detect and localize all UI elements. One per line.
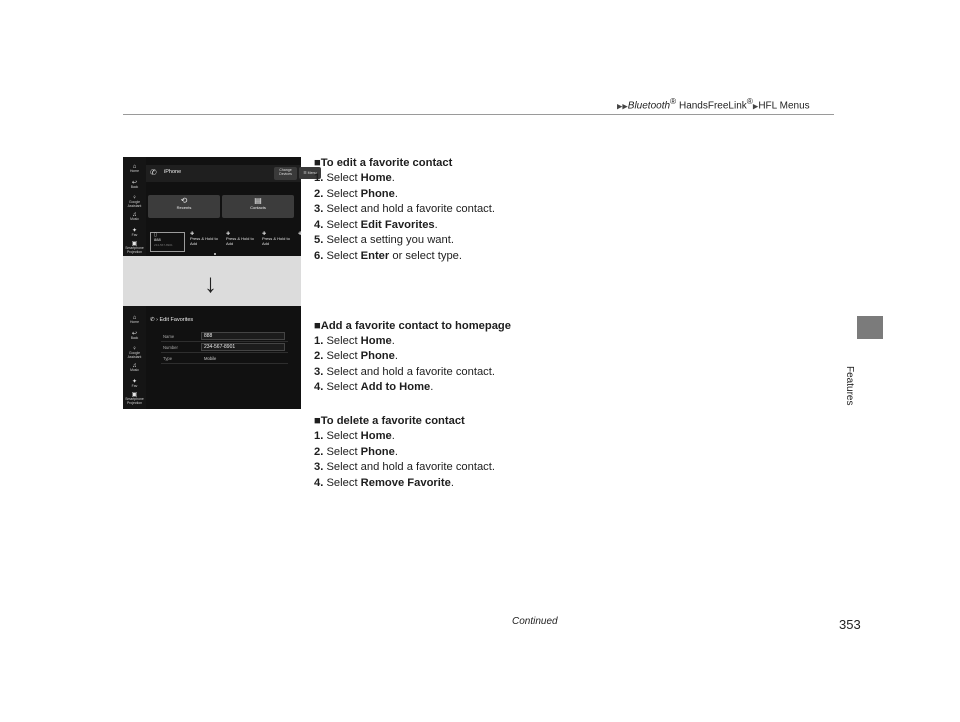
recents-tile bbox=[148, 195, 220, 218]
bullet-square-icon: ■ bbox=[314, 319, 321, 332]
contacts-label: Contacts bbox=[250, 205, 266, 210]
favorite-slot-partial bbox=[295, 232, 307, 252]
breadcrumb-bluetooth: Bluetooth bbox=[627, 100, 671, 112]
rail-music-label: Music bbox=[130, 217, 139, 221]
chevron-right-icon: › bbox=[156, 317, 160, 323]
section-title bbox=[314, 318, 834, 334]
step-item bbox=[314, 334, 834, 350]
rail-projection-label: Smartphone Projection bbox=[125, 397, 144, 405]
change-devices-button: Change Devices bbox=[274, 167, 297, 180]
step-keyword: Home bbox=[360, 334, 392, 347]
rail-home-label: Home bbox=[129, 169, 140, 173]
edit-favorites-title bbox=[150, 317, 193, 323]
step-item bbox=[314, 445, 834, 461]
step-item bbox=[314, 233, 834, 249]
step-number: 2. bbox=[314, 445, 324, 458]
step-text: Select bbox=[326, 445, 361, 458]
step-text: Select and hold a favorite contact. bbox=[326, 365, 495, 378]
favorite-slot-selected bbox=[150, 232, 185, 252]
rail-back bbox=[123, 180, 146, 190]
contacts-icon: ▤ bbox=[254, 196, 262, 205]
step-text-end: . bbox=[391, 334, 395, 347]
continued-label: Continued bbox=[512, 616, 558, 627]
history-icon: ⟲ bbox=[180, 196, 188, 205]
rail-projection-label: Smartphone Projection bbox=[125, 246, 144, 254]
rail-fav bbox=[123, 379, 146, 389]
rail-home bbox=[123, 315, 146, 325]
edit-favorites-bar bbox=[146, 314, 301, 328]
step-item bbox=[314, 349, 834, 365]
rail-fav bbox=[123, 228, 146, 238]
home-icon: ⌂ bbox=[132, 164, 137, 170]
section-title-text: To edit a favorite contact bbox=[320, 157, 453, 169]
step-number: 1. bbox=[314, 429, 324, 442]
section-tab-marker bbox=[857, 316, 883, 339]
field-label: Name bbox=[163, 334, 175, 339]
field-value: Mobile bbox=[204, 356, 217, 361]
breadcrumb-handsfreelink: HandsFreeLink bbox=[676, 100, 747, 112]
step-keyword: Home bbox=[360, 429, 392, 442]
add-icon: ✚ bbox=[190, 231, 195, 237]
star-icon: ✦ bbox=[131, 379, 138, 385]
step-text: Select bbox=[326, 381, 361, 394]
step-number: 2. bbox=[314, 350, 324, 363]
menu-label: Menu bbox=[307, 171, 317, 175]
step-text: Select bbox=[326, 187, 361, 200]
step-keyword: Edit Favorites bbox=[360, 218, 435, 231]
edit-favorites-screenshot bbox=[123, 306, 301, 409]
page-indicator-dot bbox=[214, 253, 216, 255]
field-row-name bbox=[161, 332, 288, 342]
add-icon: ✚ bbox=[298, 231, 303, 237]
rail-music bbox=[123, 212, 146, 222]
page-number: 353 bbox=[839, 617, 861, 632]
breadcrumb bbox=[617, 96, 810, 111]
step-keyword: Phone bbox=[360, 445, 395, 458]
step-number: 3. bbox=[314, 365, 324, 378]
step-text-end: . bbox=[450, 476, 454, 489]
breadcrumb-hfl-menus: HFL Menus bbox=[758, 100, 810, 112]
step-number: 3. bbox=[314, 203, 324, 216]
step-text: Select a setting you want. bbox=[326, 234, 454, 247]
step-text: Select bbox=[326, 334, 361, 347]
step-item bbox=[314, 365, 834, 381]
step-keyword: Home bbox=[360, 172, 392, 184]
favorite-slot-empty bbox=[259, 232, 293, 252]
step-text-end: . bbox=[394, 350, 398, 363]
projection-icon: ▣ bbox=[131, 241, 138, 247]
step-text-end: . bbox=[394, 187, 398, 200]
step-text: Select and hold a favorite contact. bbox=[326, 203, 495, 216]
triangle-marker-icon: ▶▶ bbox=[617, 103, 628, 111]
phone-topbar bbox=[146, 165, 317, 182]
step-number: 1. bbox=[314, 172, 324, 184]
rail-back bbox=[123, 331, 146, 341]
step-number: 2. bbox=[314, 187, 324, 200]
rail-back-label: Back bbox=[130, 185, 139, 189]
step-item bbox=[314, 202, 834, 218]
step-text-end: . bbox=[430, 381, 434, 394]
section-title-text: Add a favorite contact to homepage bbox=[320, 319, 511, 332]
recents-label: Recents bbox=[176, 205, 192, 210]
section-title bbox=[314, 155, 834, 171]
section-side-label: Features bbox=[844, 366, 855, 406]
rail-projection bbox=[123, 241, 146, 254]
step-text-end: . bbox=[434, 218, 438, 231]
step-text: Select bbox=[326, 476, 361, 489]
favorite-slot-empty bbox=[223, 232, 257, 252]
rail-assistant bbox=[123, 195, 146, 208]
step-keyword: Remove Favorite bbox=[360, 476, 451, 489]
rail-projection bbox=[123, 392, 146, 405]
rail-assistant bbox=[123, 346, 146, 359]
field-row-number bbox=[161, 343, 288, 353]
step-item bbox=[314, 249, 834, 265]
nav-rail bbox=[123, 157, 146, 256]
contact-icon: ▯ bbox=[154, 232, 157, 238]
rail-home bbox=[123, 164, 146, 174]
step-item bbox=[314, 218, 834, 234]
home-icon: ⌂ bbox=[132, 315, 137, 321]
step-text: Select bbox=[326, 350, 361, 363]
step-item bbox=[314, 380, 834, 396]
favorites-row bbox=[146, 232, 301, 252]
step-number: 5. bbox=[314, 234, 324, 247]
step-item bbox=[314, 429, 834, 445]
step-text-end: . bbox=[391, 429, 395, 442]
step-item bbox=[314, 460, 834, 476]
favorite-add-label: Press & Hold to Add bbox=[190, 236, 218, 246]
phone-icon: ✆ bbox=[150, 168, 157, 177]
back-icon: ↩ bbox=[131, 331, 138, 337]
step-number: 3. bbox=[314, 461, 324, 474]
step-number: 1. bbox=[314, 334, 324, 347]
projection-icon: ▣ bbox=[131, 392, 138, 398]
music-icon: ♫ bbox=[132, 363, 137, 369]
rail-music-label: Music bbox=[130, 368, 139, 372]
step-text: Select bbox=[326, 218, 361, 231]
add-icon: ✚ bbox=[226, 231, 231, 237]
phone-icon: ✆ bbox=[150, 317, 157, 323]
section-title bbox=[314, 413, 834, 429]
rail-home-label: Home bbox=[129, 320, 140, 324]
device-title: iPhone bbox=[164, 169, 182, 175]
step-text: Select bbox=[326, 172, 361, 184]
favorite-add-label: Press & Hold to Add bbox=[226, 236, 254, 246]
step-text: Select bbox=[326, 249, 361, 262]
step-keyword: Add to Home bbox=[360, 381, 431, 394]
star-icon: ✦ bbox=[131, 228, 138, 234]
contacts-tile bbox=[222, 195, 294, 218]
step-number: 4. bbox=[314, 218, 324, 231]
favorite-slot-empty bbox=[187, 232, 221, 252]
field-row-type bbox=[161, 354, 288, 364]
triangle-marker-icon: ▶ bbox=[752, 103, 759, 111]
field-value: 888 bbox=[201, 332, 285, 340]
field-value: 234-567-8901 bbox=[201, 343, 285, 351]
rail-fav-label: Fav bbox=[131, 384, 138, 388]
registered-mark: ® bbox=[670, 96, 677, 106]
rail-fav-label: Fav bbox=[131, 233, 138, 237]
microphone-icon: ♀ bbox=[132, 346, 137, 352]
step-number: 4. bbox=[314, 381, 324, 394]
favorite-add-label: Press & Hold to Add bbox=[262, 236, 290, 246]
add-icon: ✚ bbox=[262, 231, 267, 237]
step-keyword: Phone bbox=[360, 350, 395, 363]
step-text-end: . bbox=[394, 445, 398, 458]
step-item bbox=[314, 476, 834, 492]
rail-assistant-label: Google Assistant bbox=[127, 200, 142, 208]
section-title-text: To delete a favorite contact bbox=[320, 414, 465, 427]
rail-assistant-label: Google Assistant bbox=[127, 351, 142, 359]
step-item bbox=[314, 171, 834, 187]
phone-tiles bbox=[148, 195, 294, 218]
edit-favorites-title-text: Edit Favorites bbox=[159, 317, 194, 323]
rail-music bbox=[123, 363, 146, 373]
bullet-square-icon: ■ bbox=[314, 414, 321, 427]
step-keyword: Phone bbox=[360, 187, 395, 200]
down-arrow-icon: ↓ bbox=[204, 268, 217, 298]
step-text: Select bbox=[326, 429, 361, 442]
favorite-name: 888 bbox=[154, 237, 161, 242]
step-number: 4. bbox=[314, 476, 324, 489]
microphone-icon: ♀ bbox=[132, 195, 137, 201]
bullet-square-icon: ■ bbox=[314, 157, 321, 169]
step-item bbox=[314, 187, 834, 203]
step-keyword: Enter bbox=[360, 249, 390, 262]
step-number: 6. bbox=[314, 249, 324, 262]
nav-rail bbox=[123, 306, 146, 409]
header-rule bbox=[123, 114, 834, 115]
step-text-end: or select type. bbox=[389, 249, 463, 262]
instructions bbox=[314, 155, 834, 491]
registered-mark: ® bbox=[746, 96, 753, 106]
music-icon: ♫ bbox=[132, 212, 137, 218]
back-icon: ↩ bbox=[131, 180, 138, 186]
field-label: Type bbox=[163, 356, 173, 361]
phone-screen-screenshot bbox=[123, 157, 317, 256]
step-text-end: . bbox=[391, 172, 395, 184]
rail-back-label: Back bbox=[130, 336, 139, 340]
menu-icon: ☰ bbox=[303, 171, 308, 175]
field-label: Number bbox=[163, 345, 178, 350]
favorite-number: 234-567-8901 bbox=[154, 242, 173, 247]
step-text: Select and hold a favorite contact. bbox=[326, 461, 495, 474]
